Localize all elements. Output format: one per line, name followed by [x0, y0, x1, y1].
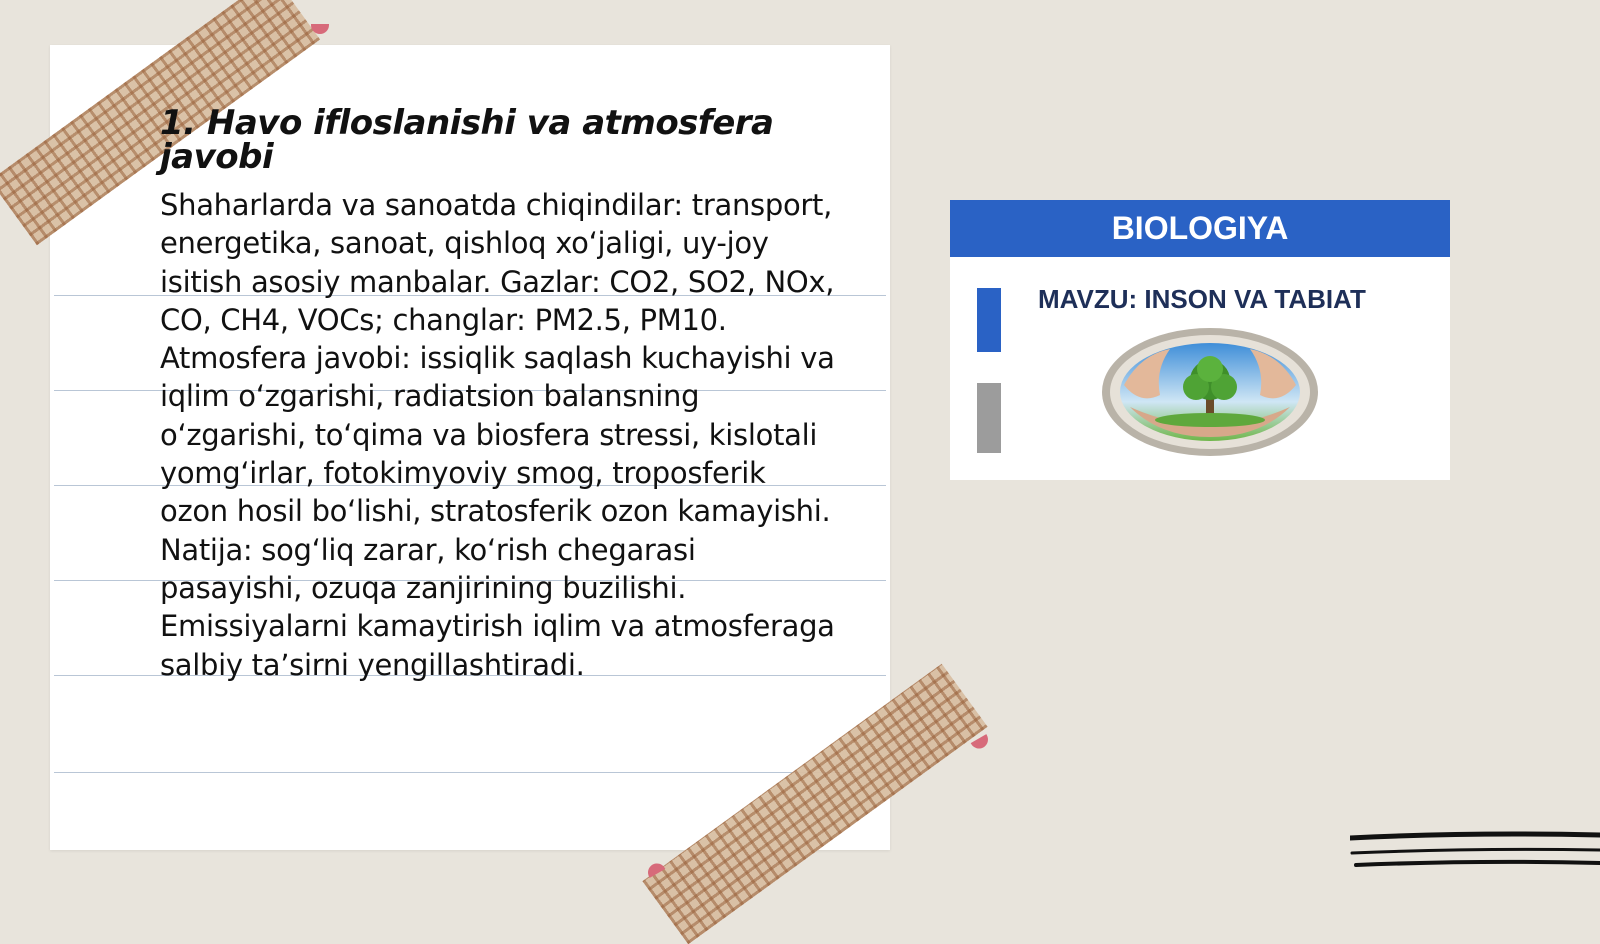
decorative-brush-strokes	[1350, 830, 1600, 880]
paper-rule-line	[54, 772, 886, 773]
slide-body-text: Shaharlarda va sanoatda chiqindilar: transport, energetika, sanoat, qishloq xo‘jaligi, uy-joy isitish asosiy manbalar. Gazlar: CO2, SO2, NOx, CO, CH4, VOCs; changlar: PM2.5, PM10. Atmosfera javobi: issiqlik saqlash kuchayishi va iqlim o‘zgarishi, radiatsion balansning o‘zgarishi, to‘qima va biosfera stressi, kislotali yomg‘irlar, fotokimyoviy smog, troposferik ozon hosil bo‘lishi, stratosferik ozon kamayishi. Natija: sog‘liq zarar, ko‘rish chegarasi pasayishi, ozuqa zanjirining buzilishi. Emissiyalarni kamaytirish iqlim va atmosferaga salbiy ta’sirni yengillashtiradi.	[160, 188, 835, 682]
card-header: BIOLOGIYA	[950, 200, 1450, 257]
tree-in-hands-icon	[1100, 325, 1320, 460]
slide-title: 1. Havo ifloslanishi va atmosfera javobi	[160, 103, 774, 177]
card-subtitle: MAVZU: INSON VA TABIAT	[1038, 284, 1366, 314]
accent-bar-blue	[977, 288, 1001, 352]
accent-bar-gray	[977, 383, 1001, 453]
topic-card	[950, 200, 1450, 480]
